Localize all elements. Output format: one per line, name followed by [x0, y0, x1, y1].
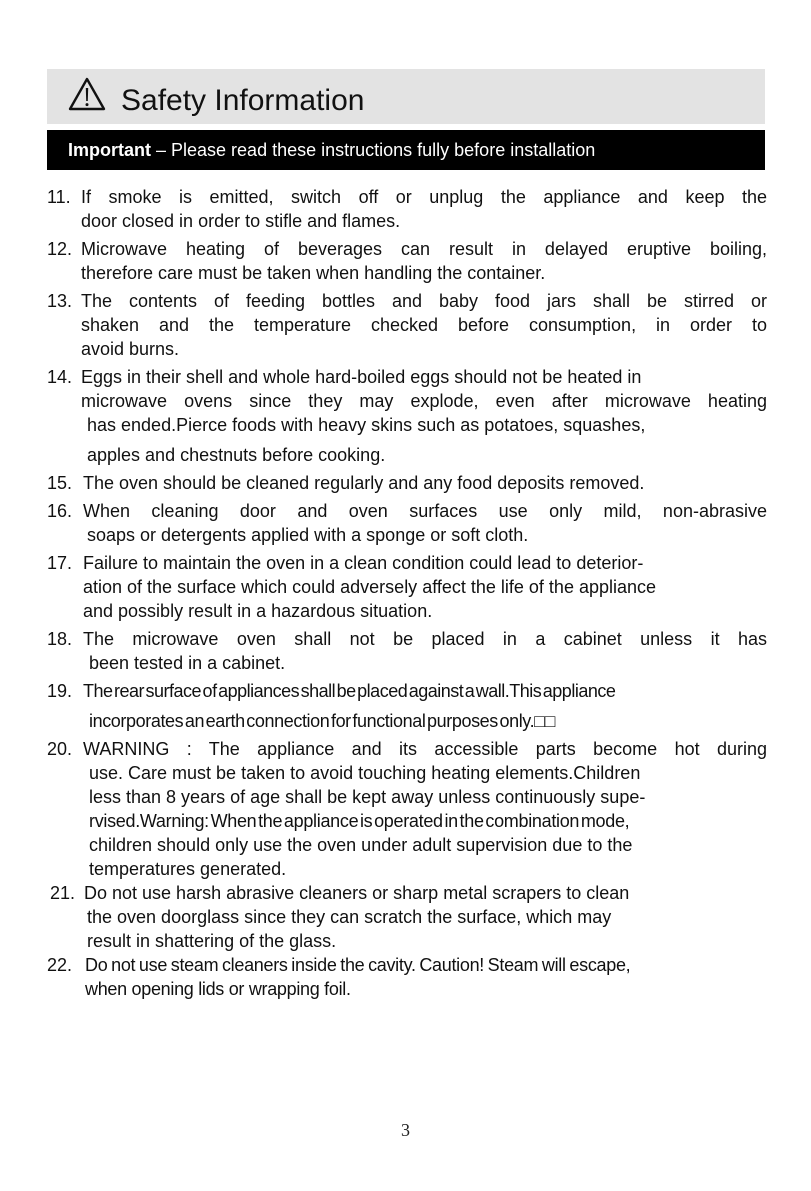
warning-triangle-icon — [67, 76, 107, 112]
item-text: Eggs in their shell and whole hard-boiled eggs should not be heated in — [81, 367, 642, 387]
list-item — [47, 679, 767, 733]
item-text: The rear surface of appliances shall be placed against a wall.This appliance — [83, 681, 616, 701]
important-label: Important — [68, 139, 151, 160]
item-number: 16. — [47, 501, 73, 521]
list-item — [47, 237, 767, 285]
list-item — [47, 289, 767, 361]
list-item — [47, 737, 767, 881]
item-text: and possibly result in a hazardous situation. — [83, 601, 433, 621]
item-text: shaken and the temperature checked before consumption, in order to — [81, 315, 767, 335]
item-text: has ended.Pierce foods with heavy skins such as potatoes, squashes, — [87, 415, 646, 435]
list-item — [47, 365, 767, 467]
item-text: ation of the surface which could adversely affect the life of the appliance — [83, 577, 657, 597]
item-text: soaps or detergents applied with a sponge or soft cloth. — [87, 525, 529, 545]
item-number: 13. — [47, 291, 73, 311]
item-text: incorporates an earth connection for functional purposes only.□□ — [89, 711, 556, 731]
important-banner — [47, 130, 765, 170]
item-text: been tested in a cabinet. — [89, 653, 286, 673]
item-text: The microwave oven shall not be placed in a cabinet unless it has — [83, 629, 767, 649]
section-title-bar — [47, 69, 765, 124]
page-number: 3 — [401, 1120, 410, 1140]
item-text: result in shattering of the glass. — [87, 931, 337, 951]
item-number: 14. — [47, 367, 73, 387]
item-text: Failure to maintain the oven in a clean condition could lead to deterior- — [83, 553, 644, 573]
item-number: 21. — [50, 883, 76, 903]
item-number: 20. — [47, 739, 73, 759]
item-text: less than 8 years of age shall be kept away unless continuously supe- — [89, 787, 646, 807]
list-item — [47, 185, 767, 233]
item-text: when opening lids or wrapping foil. — [85, 979, 351, 999]
item-text: Do not use harsh abrasive cleaners or sharp metal scrapers to clean — [84, 883, 630, 903]
item-text: The contents of feeding bottles and baby food jars shall be stirred or — [81, 291, 767, 311]
list-item — [47, 471, 767, 495]
item-text: temperatures generated. — [89, 859, 287, 879]
list-item — [47, 627, 767, 675]
item-text: the oven doorglass since they can scratch the surface, which may — [87, 907, 612, 927]
item-number: 11. — [47, 187, 71, 207]
list-item — [47, 551, 767, 623]
item-text: When cleaning door and oven surfaces use only mild, non-abrasive — [83, 501, 767, 521]
item-text: children should only use the oven under adult supervision due to the — [89, 835, 633, 855]
item-text: microwave ovens since they may explode, even after microwave heating — [81, 391, 767, 411]
item-text: avoid burns. — [81, 339, 180, 359]
item-number: 19. — [47, 681, 73, 701]
item-text: apples and chestnuts before cooking. — [87, 445, 386, 465]
item-number: 17. — [47, 553, 73, 573]
item-number: 18. — [47, 629, 73, 649]
list-item — [47, 499, 767, 547]
item-text: Microwave heating of beverages can result in delayed eruptive boiling, — [81, 239, 767, 259]
item-text: rvised.Warning: When the appliance is operated in the combination mode, — [89, 811, 630, 831]
item-text: The oven should be cleaned regularly and any food deposits removed. — [83, 473, 645, 493]
item-number: 15. — [47, 473, 73, 493]
item-text: therefore care must be taken when handling the container. — [81, 263, 546, 283]
item-text: use. Care must be taken to avoid touching heating elements.Children — [89, 763, 641, 783]
item-number: 22. — [47, 955, 73, 975]
item-text: If smoke is emitted, switch off or unplug the appliance and keep the — [81, 187, 767, 207]
list-item — [47, 953, 767, 1001]
important-text: – Please read these instructions fully before installation — [151, 139, 596, 160]
list-item — [50, 881, 770, 953]
item-text: Do not use steam cleaners inside the cavity. Caution! Steam will escape, — [85, 955, 631, 975]
safety-list — [0, 185, 811, 1005]
page-title: Safety Information — [121, 83, 365, 117]
item-text: WARNING : The appliance and its accessible parts become hot during — [83, 739, 767, 759]
item-number: 12. — [47, 239, 73, 259]
item-text: door closed in order to stifle and flames. — [81, 211, 401, 231]
